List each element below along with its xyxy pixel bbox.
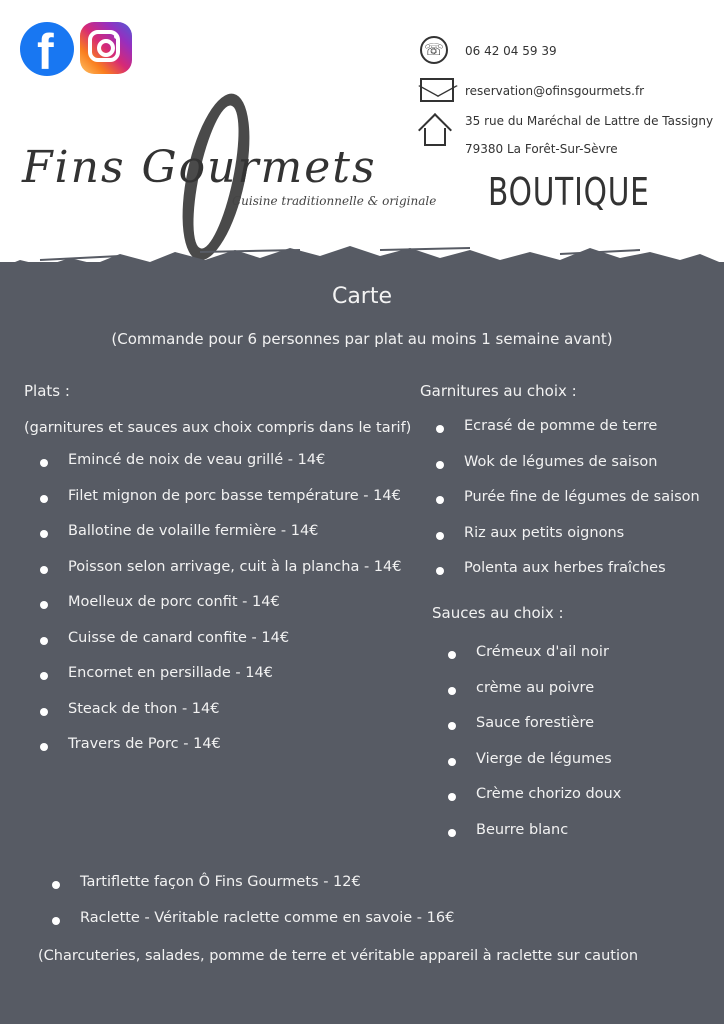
bullet-icon [448,793,456,801]
logo-tagline: Cuisine traditionnelle & originale [232,194,437,208]
plats-subheading: (garnitures et sauces aux choix compris dans le tarif) [24,420,412,436]
garnitures-heading: Garnitures au choix : [420,382,577,400]
phone-icon: ☏ [420,36,448,64]
list-item: Raclette - Véritable raclette comme en savoie - 16€ [52,910,712,946]
bullet-icon [448,722,456,730]
home-icon [420,116,450,144]
list-item: Cuisse de canard confite - 14€ [40,630,410,666]
logo-name: Fins Gourmets [22,142,377,193]
bullet-icon [40,495,48,503]
list-item: Crème chorizo doux [448,786,718,822]
list-item: Tartiflette façon Ô Fins Gourmets - 12€ [52,874,712,910]
bullet-icon [52,881,60,889]
sauces-list [448,644,718,857]
carte-title: Carte [331,284,393,309]
list-item: Encornet en persillade - 14€ [40,665,410,701]
mail-icon [420,78,454,102]
bullet-icon [436,461,444,469]
list-item: Sauce forestière [448,715,718,751]
bullet-icon [40,459,48,467]
list-item: Emincé de noix de veau grillé - 14€ [40,452,410,488]
address-line1: 35 rue du Maréchal de Lattre de Tassigny [465,114,714,128]
carte-note: (Commande pour 6 personnes par plat au moins 1 semaine avant) [111,330,613,348]
bullet-icon [436,425,444,433]
list-item: Crémeux d'ail noir [448,644,718,680]
plats-heading: Plats : [24,382,70,400]
bullet-icon [52,917,60,925]
list-item: Beurre blanc [448,822,718,858]
bullet-icon [40,743,48,751]
bullet-icon [448,829,456,837]
list-item: Travers de Porc - 14€ [40,736,410,772]
bullet-icon [436,496,444,504]
email-address: reservation@ofinsgourmets.fr [465,84,645,98]
extras-note: (Charcuteries, salades, pomme de terre et véritable appareil à raclette sur caution [38,948,639,964]
address-line2: 79380 La Forêt-Sur-Sèvre [465,142,618,156]
contact-phone[interactable] [420,36,710,68]
contact-address [420,108,714,164]
bullet-icon [436,532,444,540]
list-item: Poisson selon arrivage, cuit à la plancha - 14€ [40,559,410,595]
extras-list [52,874,712,945]
bullet-icon [448,651,456,659]
contact-email[interactable] [420,78,710,108]
bullet-icon [40,530,48,538]
list-item: Filet mignon de porc basse température - 14€ [40,488,410,524]
bullet-icon [448,758,456,766]
phone-number: 06 42 04 59 39 [465,44,557,58]
list-item: Steack de thon - 14€ [40,701,410,737]
list-item: Moelleux de porc confit - 14€ [40,594,410,630]
list-item: Wok de légumes de saison [436,454,716,490]
list-item: Riz aux petits oignons [436,525,716,561]
logo [22,56,462,246]
facebook-icon[interactable]: f [20,22,74,76]
garnitures-list [436,418,716,596]
bullet-icon [40,601,48,609]
plats-list [40,452,410,772]
bullet-icon [40,566,48,574]
list-item: Ecrasé de pomme de terre [436,418,716,454]
list-item: Vierge de légumes [448,751,718,787]
list-item: crème au poivre [448,680,718,716]
list-item: Ballotine de volaille fermière - 14€ [40,523,410,559]
brush-stroke-edge [0,230,724,280]
list-item: Purée fine de légumes de saison [436,489,716,525]
bullet-icon [436,567,444,575]
bullet-icon [448,687,456,695]
sauces-heading: Sauces au choix : [432,604,564,622]
bullet-icon [40,672,48,680]
bullet-icon [40,708,48,716]
bullet-icon [40,637,48,645]
boutique-heading: BOUTIQUE [488,170,650,214]
list-item: Polenta aux herbes fraîches [436,560,716,596]
